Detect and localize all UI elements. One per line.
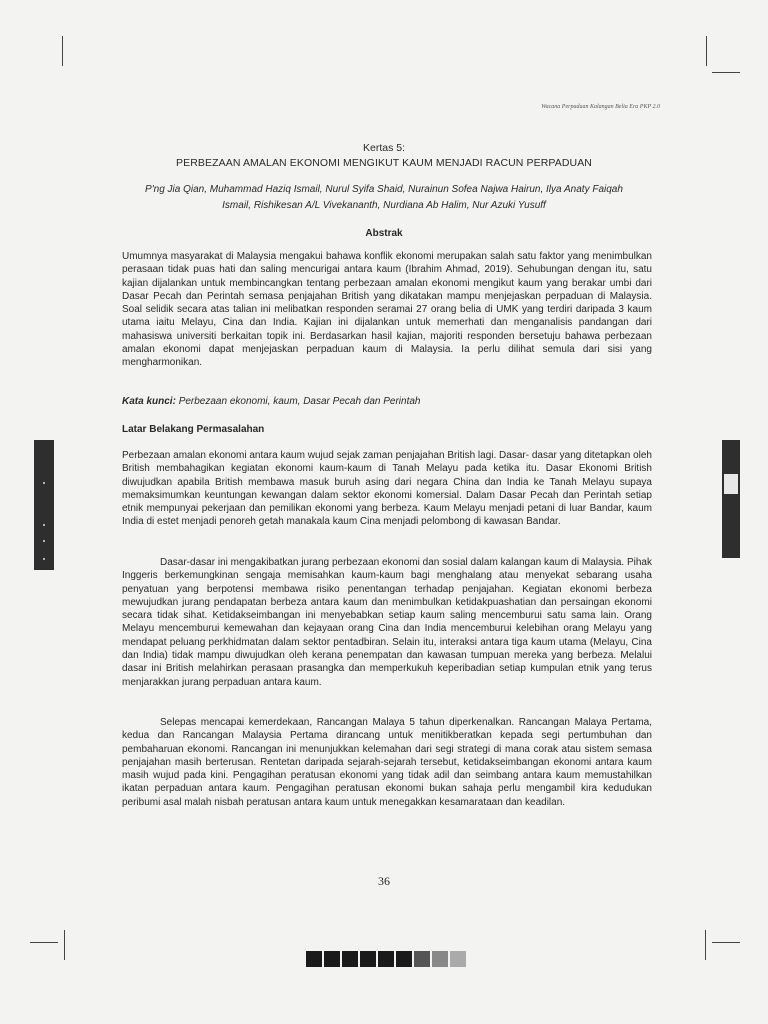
crop-mark-bottom-right [705,930,706,960]
body-paragraph: Dasar-dasar ini mengakibatkan jurang perbezaan ekonomi dan sosial dalam kalangan kaum di Malaysia. Pihak Inggeris berkemungkinan sengaja memisahkan kaum-kaum bagi menghalang atau menyekat sebarang usaha penyatuan yang berpotensi membawa risiko penentangan terhadap penjajahan. Kegiatan ekonomi berbeza mewujudkan jurang pendapatan berbeza antara kaum dan menimbulkan ketidakpuashatian dan persaingan ekonomi secara tidak sihat. Ketidakseimbangan ini menyebabkan setiap kaum saling mencemburui satu sama lain. Orang Melayu mencemburui kemewahan dan kejayaan orang Cina dan India mencemburui kelebihan orang Melayu yang mendapat peluang perkhidmatan dalam sektor pentadbiran. Selain itu, interaksi antara tiga kaum utama (Melayu, Cina dan India) tidak mampu diwujudkan oleh kerana penempatan dan kawasan tumpuan mereka yang berbeza. Melalui dasar ini British melahirkan perasaan prasangka dan memperkukuh keperibadian setiap kumpulan etnik yang terus menjarakkan jurang perpaduan antara kaum. [122,557,652,688]
left-scan-strip [34,440,54,570]
crop-mark-bottom-left [64,930,65,960]
crop-mark-top-right [706,36,707,66]
calibration-block [414,951,430,967]
strip-mark [43,558,45,560]
abstract-text: Umumnya masyarakat di Malaysia mengakui bahawa konflik ekonomi merupakan salah satu faktor yang menimbulkan perasaan tidak puas hati dan saling mencurigai antara kaum (Ibrahim Ahmad, 2019). Sehubungan dengan itu, satu kajian dijalankan untuk membincangkan tentang perbezaan amalan ekonomi mengikut kaum yang berakar umbi dari Dasar Pecah dan Perintah semasa penjajahan British yang dikatakan mampu menjejaskan perpaduan di Malaysia. Soal selidik secara atas talian ini melibatkan responden seramai 27 orang belia di UMK yang terdiri daripada 3 kaum utama iaitu Melayu, Cina dan India. Kajian ini dijalankan untuk memerhati dan menganalisis pandangan dari mahasiswa universiti berkaitan topik ini. Berdasarkan hasil kajian, majoriti responden bersetuju bahawa perbezaan amalan ekonomi dapat menjejaskan perpaduan kaum di Malaysia. Ia perlu dilihat semula dari sisi yang mengharmonikan. [122,251,652,369]
keywords-line [122,396,421,407]
background-heading: Latar Belakang Permasalahan [122,424,265,435]
crop-mark-bottom-left-h [30,942,58,943]
crop-mark-bottom-right-h [712,942,740,943]
strip-mark [43,482,45,484]
paper-title: PERBEZAAN AMALAN EKONOMI MENGIKUT KAUM MENJADI RACUN PERPADUAN [176,157,592,169]
abstract-heading: Abstrak [365,228,403,239]
calibration-block [432,951,448,967]
crop-mark-top-right-h [712,72,740,73]
author-line: Ismail, Rishikesan A/L Vivekananth, Nurdiana Ab Halim, Nur Azuki Yusuff [222,200,546,211]
strip-mark [43,524,45,526]
calibration-block [360,951,376,967]
author-line: P'ng Jia Qian, Muhammad Haziq Ismail, Nurul Syifa Shaid, Nurainun Sofea Najwa Hairun, Ilya Anaty Faiqah [145,184,623,195]
body-paragraph: Selepas mencapai kemerdekaan, Rancangan Malaya 5 tahun diperkenalkan. Rancangan Malaya Pertama, kedua dan Rancangan Malaysia Pertama dirancang untuk menitikberatkan kepada segi pertumbuhan dan pembaharuan ekonomi. Rancangan ini menunjukkan kelemahan dari segi strategi di mana corak atau sistem semasa penjajahan masih berterusan. Rentetan daripada sejarah-sejarah tersebut, ketidakseimbangan ekonomi antara kaum masih wujud pada kini. Pengagihan peratusan ekonomi yang tidak adil dan seimbang antara kaum memustahilkan ikatan perpaduan antara kaum. Pengagihan peratusan ekonomi bukan sahaja perlu mengambil kira kedudukan peribumi asal malah nisbah peratusan antara kaum untuk menegakkan kesamarataan dan keadilan. [122,717,652,808]
calibration-block [450,951,466,967]
right-scan-strip [722,440,740,558]
paper-number: Kertas 5: [362,142,406,154]
running-header: Wacana Perpaduan Kalangan Belia Era PKP 2.0 [541,104,660,110]
body-paragraph: Perbezaan amalan ekonomi antara kaum wujud sejak zaman penjajahan British lagi. Dasar- dasar yang ditetapkan oleh British membahagikan kegiatan ekonomi kaum-kaum di Tanah Melayu pada ketika itu. Dasar Ekonomi British diwujudkan apabila British membawa masuk buruh asing dari negara China dan India ke Tanah Melayu supaya memaksimumkan keuntungan kewangan dalam sektor ekonomi komersial. Dalam Dasar Pecah dan Perintah setiap etnik mempunyai pekerjaan dan pemilikan ekonomi yang berbeza. Kaum Melayu menjadi petani di luar Bandar, kaum India di estet menjadi penoreh getah manakala kaum Cina menjadi pelombong di kawasan Bandar. [122,450,652,528]
strip-light-block [724,474,738,494]
calibration-block [324,951,340,967]
author-list [120,182,648,214]
strip-mark [43,540,45,542]
calibration-block [378,951,394,967]
keywords-text: Perbezaan ekonomi, kaum, Dasar Pecah dan Perintah [178,396,421,407]
crop-mark-top-left [62,36,63,66]
calibration-block [396,951,412,967]
calibration-block [342,951,358,967]
scan-calibration-bar [306,951,466,967]
calibration-block [306,951,322,967]
keywords-label: Kata kunci: [122,396,176,407]
page-number: 36 [378,874,390,888]
